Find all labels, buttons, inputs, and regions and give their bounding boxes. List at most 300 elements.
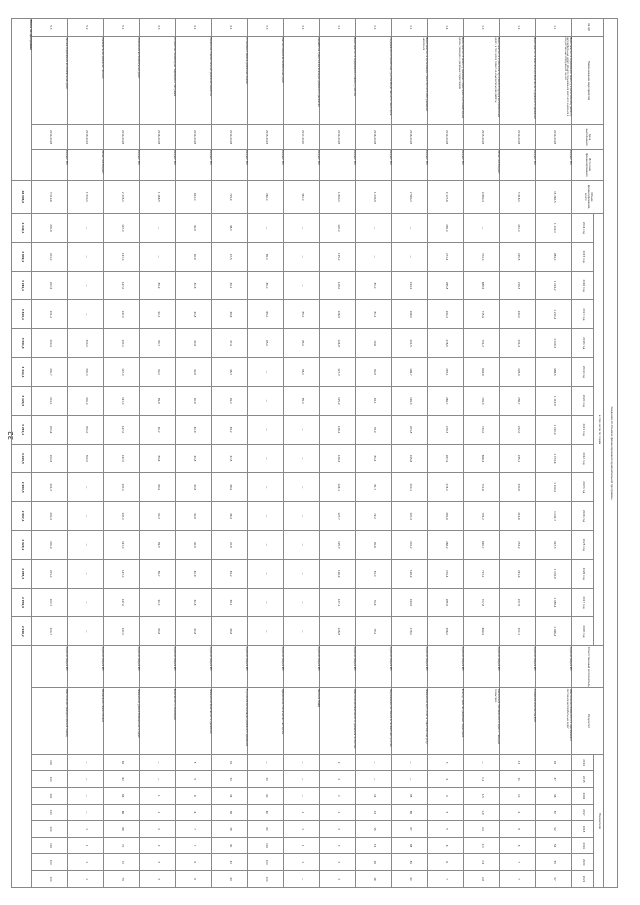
row-name: Мероприятия по ремонту дворовых территорий многоквартирных домов, проездов к дворовым территориям (428, 36, 464, 125)
row-source: Бюджет МО (284, 149, 320, 180)
row-year-value: 201,5 (392, 329, 428, 358)
row-term: 2014-2028 (500, 125, 536, 149)
year-header: 2023 год (572, 473, 594, 502)
row-year-value: 82,1 (356, 386, 392, 415)
row-total: 2 560,2 (392, 180, 428, 213)
row-result: Обеспечение безопасности движения по мостам (320, 688, 356, 754)
row-indicator: 44 (212, 871, 248, 888)
row-indicator: 57 (536, 871, 572, 888)
row-term: 2016-2028 (392, 125, 428, 149)
row-year-value: 1 066,4 (536, 617, 572, 646)
row-responsible: Администрация МО (284, 646, 320, 688)
row-year-value: 48,8 (212, 617, 248, 646)
row-year-value: 713,1 (464, 559, 500, 588)
row-year-value: — (284, 214, 320, 243)
row-indicator: 100 (248, 837, 284, 854)
row-year-value: 707,8 (464, 588, 500, 617)
row-indicator: 14 (356, 804, 392, 821)
row-year-value: 125,3 (320, 530, 356, 559)
row-indicator: 2 (140, 821, 176, 838)
row-term: 2014-2028 (320, 125, 356, 149)
row-year-value: 269,7 (428, 386, 464, 415)
row-indicator: 20 (248, 771, 284, 788)
row-year-value: 48,2 (212, 415, 248, 444)
row-number: 3.1 (320, 19, 356, 37)
row-year-value: 222,0 (500, 415, 536, 444)
row-source: Областной бюджет (68, 149, 104, 180)
row-indicator: 88 (392, 837, 428, 854)
row-year-value: 40,8 (176, 415, 212, 444)
financing-table (11, 18, 618, 888)
row-year-value: 210,0 (500, 214, 536, 243)
row-indicator: 36 (212, 804, 248, 821)
year-header: 2015 год (572, 242, 594, 271)
row-year-value: 147,0 (104, 300, 140, 329)
row-year-value: 1 024,2 (536, 271, 572, 300)
row-year-value: — (68, 617, 104, 646)
row-year-value: 81,3 (356, 559, 392, 588)
row-year-value: — (248, 214, 284, 243)
row-year-value: — (68, 473, 104, 502)
row-year-value: 240,0 (500, 300, 536, 329)
year-header: 2022 год (572, 444, 594, 473)
col-number: № п/п (572, 19, 604, 37)
row-indicator: 15 (356, 821, 392, 838)
year-header: 2027 год (572, 588, 594, 617)
row-source: Бюджет МО (176, 149, 212, 180)
row-name: Приобретение дорожной техники (68, 36, 104, 125)
year-header: 2014 год (572, 214, 594, 243)
row-indicator: 100 (32, 821, 68, 838)
row-year-value: 233,2 (500, 530, 536, 559)
row-indicator: 42 (212, 854, 248, 871)
row-indicator: 7 (500, 854, 536, 871)
row-indicator: 15 (356, 837, 392, 854)
table-row (356, 19, 392, 888)
row-responsible: Администрация МО (536, 646, 572, 688)
row-year-value: 49,0 (212, 386, 248, 415)
row-year-value: 200,9 (32, 329, 68, 358)
row-indicator: 4 (428, 788, 464, 805)
row-total: 260,0 (248, 180, 284, 213)
row-year-value: 90,3 (140, 502, 176, 531)
col-source: Источник финансирования (572, 149, 604, 180)
row-indicator: 87 (392, 821, 428, 838)
table-title: Сведения об объемах финансирования муниципальной программы (604, 19, 618, 888)
row-year-value: — (284, 559, 320, 588)
row-year-value: 201,2 (32, 300, 68, 329)
row-year-value: 80,4 (356, 444, 392, 473)
row-year-value: 47,6 (212, 530, 248, 559)
row-indicator: 1 (68, 871, 104, 888)
row-year-value: 147,0 (104, 588, 140, 617)
row-indicator: 100 (32, 788, 68, 805)
row-indicator: 1 (284, 821, 320, 838)
total-year-value: 3 420,5 (12, 386, 32, 415)
row-indicator: 11 (500, 771, 536, 788)
row-year-value: 79,2 (356, 502, 392, 531)
row-indicator: 50 (536, 804, 572, 821)
row-indicator: — (284, 754, 320, 771)
row-indicator: — (464, 754, 500, 771)
row-number: 1.1 (536, 19, 572, 37)
indicator-year-header: 2019 (572, 837, 594, 854)
row-indicator: 7 (500, 871, 536, 888)
row-year-value: 40,8 (176, 386, 212, 415)
row-year-value: 300,0 (68, 329, 104, 358)
row-year-value: 90,1 (140, 300, 176, 329)
row-total: 3 418,0 (500, 180, 536, 213)
page-number: 32 (7, 431, 15, 440)
row-indicator: 2 (140, 837, 176, 854)
row-term: 2014-2028 (104, 125, 140, 149)
row-year-value: 702,0 (464, 242, 500, 271)
col-years-group: в том числе по годам (594, 214, 604, 646)
indicator-year-header: 2018 (572, 821, 594, 838)
row-indicator: 40 (248, 788, 284, 805)
row-year-value: 290,2 (428, 300, 464, 329)
row-responsible: Администрация МО (212, 646, 248, 688)
col-result: Результат (572, 688, 604, 754)
row-year-value: 90,0 (140, 588, 176, 617)
row-indicator: 4 (428, 771, 464, 788)
row-indicator: 3 (320, 821, 356, 838)
row-year-value: — (284, 415, 320, 444)
row-year-value: 200,1 (392, 473, 428, 502)
row-year-value: — (392, 242, 428, 271)
row-indicator: 14 (356, 788, 392, 805)
year-header: 2025 год (572, 530, 594, 559)
row-year-value: 80,0 (356, 271, 392, 300)
row-indicator: 64 (104, 788, 140, 805)
row-indicator: — (68, 771, 104, 788)
row-indicator: 45 (536, 754, 572, 771)
row-year-value: 200,6 (32, 415, 68, 444)
row-source: Бюджет МО (140, 149, 176, 180)
row-indicator: 1,8 (464, 804, 500, 821)
row-indicator: 5 (176, 754, 212, 771)
row-term: 2015-2028 (464, 125, 500, 149)
row-year-value: 89,7 (140, 559, 176, 588)
row-year-value: 200,7 (32, 358, 68, 387)
row-indicator: — (284, 788, 320, 805)
row-indicator: 74 (104, 871, 140, 888)
row-result: Безопасность пешеходов (140, 688, 176, 754)
row-indicator: 60 (104, 754, 140, 771)
row-year-value: 124,1 (320, 473, 356, 502)
year-header: 2026 год (572, 559, 594, 588)
row-year-value: 688,5 (464, 271, 500, 300)
row-indicator: 2 (320, 754, 356, 771)
row-year-value: 984,0 (536, 242, 572, 271)
row-indicator: 47 (536, 771, 572, 788)
row-year-value: 997,3 (536, 530, 572, 559)
row-year-value: 147,0 (104, 559, 140, 588)
row-indicator: 3 (320, 854, 356, 871)
row-indicator: 100 (32, 854, 68, 871)
row-year-value: 40,8 (176, 300, 212, 329)
row-year-value: 40,8 (176, 214, 212, 243)
row-year-value: 89,9 (140, 473, 176, 502)
row-year-value: 65,0 (248, 329, 284, 358)
row-year-value: 199,3 (392, 386, 428, 415)
row-term: 2014-2028 (536, 125, 572, 149)
row-indicator: — (68, 788, 104, 805)
row-indicator: 2,0 (464, 821, 500, 838)
row-indicator: 100 (248, 854, 284, 871)
row-year-value: — (356, 214, 392, 243)
row-indicator: 62 (104, 771, 140, 788)
row-year-value: 147,0 (104, 530, 140, 559)
row-indicator: 72 (104, 854, 140, 871)
total-year-value: 2 990,5 (12, 473, 32, 502)
row-indicator: 6 (176, 804, 212, 821)
row-number: 1.3 (464, 19, 500, 37)
row-year-value: 147,0 (104, 502, 140, 531)
row-year-value: 125,9 (320, 386, 356, 415)
row-name: Разработка проектов организации дорожного движения (284, 36, 320, 125)
row-year-value: 40,8 (176, 473, 212, 502)
row-indicator: 3 (320, 837, 356, 854)
row-year-value: 147,0 (104, 358, 140, 387)
indicator-year-header: 2014 (572, 754, 594, 771)
row-year-value: 125,0 (320, 242, 356, 271)
row-year-value: 1 102,0 (536, 214, 572, 243)
year-header: 2017 год (572, 300, 594, 329)
row-year-value: 80,8 (356, 358, 392, 387)
row-year-value: 147,0 (104, 444, 140, 473)
row-indicator: 16 (356, 854, 392, 871)
row-term: 2017-2020 (284, 125, 320, 149)
row-responsible: Администрация МО (176, 646, 212, 688)
row-year-value: 89,9 (140, 271, 176, 300)
row-indicator: 3 (140, 854, 176, 871)
row-year-value: — (248, 559, 284, 588)
row-year-value: 201,0 (32, 242, 68, 271)
row-year-value: — (248, 473, 284, 502)
row-indicator: 100 (32, 754, 68, 771)
row-year-value: 699,9 (464, 617, 500, 646)
row-year-value: 65,0 (248, 242, 284, 271)
row-year-value: — (284, 242, 320, 271)
row-indicator: 40 (212, 837, 248, 854)
table-row (464, 19, 500, 888)
row-year-value: 279,4 (428, 559, 464, 588)
row-year-value: — (392, 214, 428, 243)
row-total: 3 012,6 (32, 180, 68, 213)
row-result: Повышение доступности транспортных услуг (392, 688, 428, 754)
row-source: Бюджет МО (536, 149, 572, 180)
row-result: Обеспечение проезда в зимний период (32, 688, 68, 754)
row-number: 3.3 (248, 19, 284, 37)
row-year-value: — (68, 214, 104, 243)
row-year-value: 720,0 (464, 415, 500, 444)
row-indicator: 100 (32, 837, 68, 854)
row-source: Областной бюджет (464, 149, 500, 180)
row-year-value: 48,4 (212, 502, 248, 531)
row-year-value: — (68, 271, 104, 300)
row-name: Мероприятия по строительству и реконструкции автомобильных дорог, в том числе проектно-изыскательские работы (464, 36, 500, 125)
row-year-value: 128,0 (320, 271, 356, 300)
row-year-value: 126,5 (320, 300, 356, 329)
year-header: 2019 год (572, 358, 594, 387)
year-header: 2021 год (572, 415, 594, 444)
row-year-value: 127,3 (320, 358, 356, 387)
row-year-value: — (68, 502, 104, 531)
row-total: 15 262,5 (536, 180, 572, 213)
row-year-value: 230,8 (500, 473, 536, 502)
row-total: 1 043,8 (356, 180, 392, 213)
row-responsible: Администрация МО (392, 646, 428, 688)
row-total: 1 890,0 (320, 180, 356, 213)
row-indicator: 8 (500, 821, 536, 838)
row-indicator: 89 (392, 854, 428, 871)
row-year-value: 147,0 (104, 415, 140, 444)
row-indicator: 68 (104, 821, 140, 838)
row-year-value: 701,2 (464, 329, 500, 358)
row-indicator: 5 (176, 771, 212, 788)
row-source: Бюджет МО (500, 149, 536, 180)
row-number: 5.3 (32, 19, 68, 37)
total-sum: 48 006,0 (12, 180, 32, 213)
row-year-value: 40,8 (176, 502, 212, 531)
indicator-year-header: 2016 (572, 788, 594, 805)
row-indicator: 7 (428, 871, 464, 888)
row-year-value: 85,0 (284, 329, 320, 358)
row-responsible: Администрация МО (32, 646, 68, 688)
row-indicator: 5 (428, 804, 464, 821)
row-total: 2 205,0 (104, 180, 140, 213)
row-year-value: 89,8 (140, 617, 176, 646)
row-total: 4 127,6 (428, 180, 464, 213)
row-name: Паспортизация автомобильных дорог (248, 36, 284, 125)
row-total: 725,4 (212, 180, 248, 213)
row-year-value: — (248, 358, 284, 387)
row-year-value: 281,6 (428, 502, 464, 531)
row-indicator: 100 (248, 871, 284, 888)
row-year-value: 47,8 (212, 444, 248, 473)
row-indicator: 6 (176, 788, 212, 805)
row-indicator: 100 (32, 871, 68, 888)
row-responsible: Администрация МО (104, 646, 140, 688)
row-year-value: 194,5 (392, 588, 428, 617)
row-year-value: — (356, 242, 392, 271)
row-year-value: 40,8 (176, 588, 212, 617)
row-year-value: 986,5 (536, 358, 572, 387)
row-result: Увеличение протяженности дорог с твердым покрытием (464, 688, 500, 754)
row-year-value: 48,0 (212, 214, 248, 243)
row-year-value: 231,4 (500, 329, 536, 358)
row-year-value: 126,8 (320, 617, 356, 646)
row-indicator: 1 (140, 788, 176, 805)
total-year-value: 2 149,4 (12, 214, 32, 243)
row-indicator: — (356, 771, 392, 788)
indicator-year-header: 2015 (572, 771, 594, 788)
row-year-value: 81,7 (356, 473, 392, 502)
row-indicator: — (140, 771, 176, 788)
row-year-value: 268,2 (428, 530, 464, 559)
row-year-value: 705,2 (464, 502, 500, 531)
row-name: Освещение автомобильных дорог (104, 36, 140, 125)
table-row (284, 19, 320, 888)
row-indicator: 52 (536, 821, 572, 838)
row-result: Наличие ПОДД (284, 688, 320, 754)
row-indicator: — (68, 804, 104, 821)
row-indicator: 1 (68, 837, 104, 854)
row-year-value: 65,0 (248, 300, 284, 329)
row-total: 9 860,4 (464, 180, 500, 213)
row-indicator: 38 (212, 821, 248, 838)
row-name: Мероприятия по обеспечению безопасности дорожного движения (500, 36, 536, 125)
row-year-value: 245,1 (500, 444, 536, 473)
row-result: Обновление парка техники (68, 688, 104, 754)
row-year-value: 300,0 (68, 386, 104, 415)
row-year-value: 178,0 (392, 617, 428, 646)
row-year-value: 265,8 (428, 271, 464, 300)
row-year-value: — (248, 444, 284, 473)
total-year-value: 2 929,1 (12, 530, 32, 559)
row-year-value: — (68, 530, 104, 559)
row-indicator: 48 (536, 788, 572, 805)
row-indicator: 10 (500, 788, 536, 805)
row-year-value: 709,3 (464, 386, 500, 415)
row-year-value: 201,3 (32, 473, 68, 502)
row-indicator: 12 (500, 754, 536, 771)
col-term: Срок выполнения (572, 125, 604, 149)
year-header: 2020 год (572, 386, 594, 415)
row-name: Мероприятия по содержанию и ремонту мостов (320, 36, 356, 125)
row-indicator: 8 (176, 854, 212, 871)
row-responsible: Администрация МО (356, 646, 392, 688)
row-indicator: 34 (212, 788, 248, 805)
row-year-value: 48,9 (212, 473, 248, 502)
row-indicator: 1 (284, 837, 320, 854)
row-indicator: 85 (392, 788, 428, 805)
row-year-value: — (284, 444, 320, 473)
row-year-value: 147,0 (104, 329, 140, 358)
row-term: 2015-2018 (248, 125, 284, 149)
row-year-value: 300,0 (68, 358, 104, 387)
col-indicators-group: Показатели (594, 754, 604, 887)
row-year-value: 300,0 (68, 444, 104, 473)
row-year-value: 85,0 (284, 300, 320, 329)
row-year-value: 65,0 (248, 271, 284, 300)
row-indicator: 2,3 (464, 837, 500, 854)
row-year-value: 48,3 (212, 358, 248, 387)
row-year-value: 1 074,6 (536, 444, 572, 473)
row-indicator: 2,5 (464, 854, 500, 871)
row-year-value: 40,8 (176, 530, 212, 559)
row-year-value: 127,1 (320, 588, 356, 617)
row-year-value: 147,0 (104, 242, 140, 271)
row-number: 4.1 (212, 19, 248, 37)
row-year-value: 195,6 (392, 444, 428, 473)
row-indicator: 8 (500, 837, 536, 854)
row-indicator: 3 (428, 754, 464, 771)
row-total: 1 500,0 (68, 180, 104, 213)
row-year-value: 47,9 (212, 329, 248, 358)
year-header: 2016 год (572, 271, 594, 300)
row-year-value: 276,5 (428, 329, 464, 358)
row-year-value: — (248, 617, 284, 646)
row-indicator: 2 (320, 788, 356, 805)
row-year-value: 1 020,9 (536, 415, 572, 444)
total-year-value: 2 928,2 (12, 617, 32, 646)
row-indicator: 60 (248, 804, 284, 821)
row-year-value: 128,4 (320, 444, 356, 473)
row-number: 1.2 (500, 19, 536, 37)
row-year-value: 200,4 (32, 502, 68, 531)
